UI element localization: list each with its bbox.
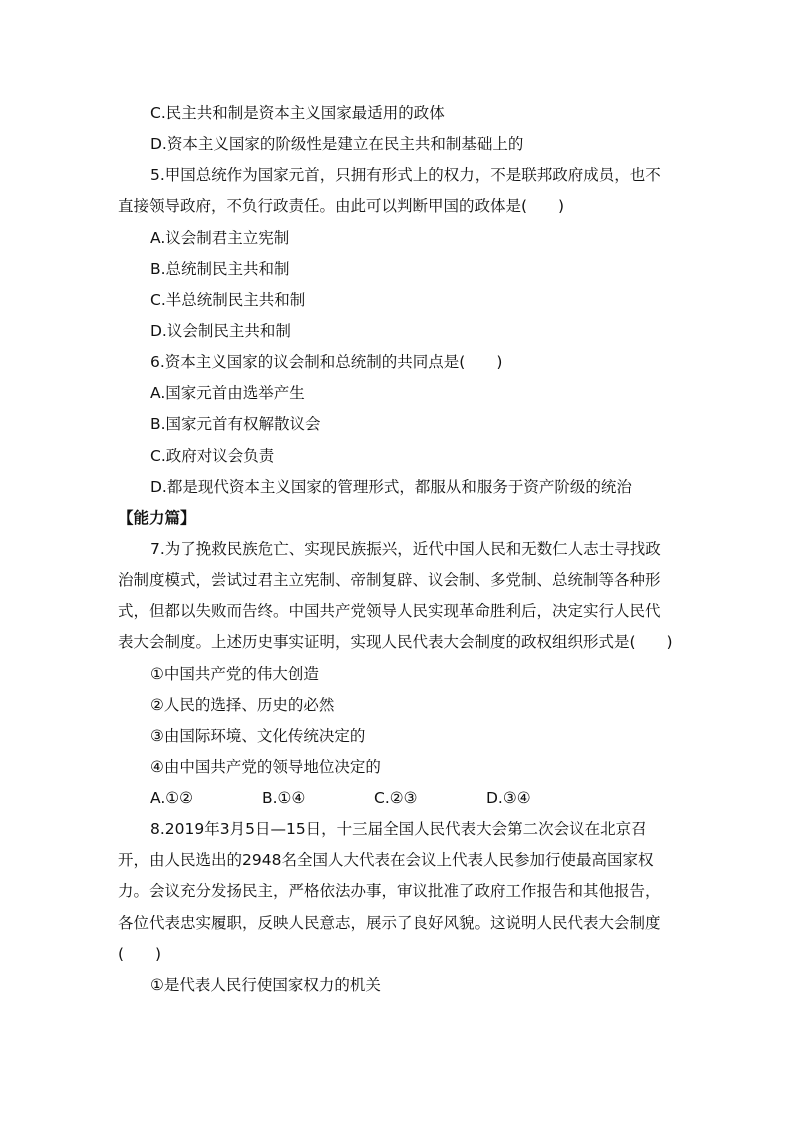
question-6: 6.资本主义国家的议会制和总统制的共同点是( ) — [150, 353, 503, 371]
question-6-option-c: C.政府对议会负责 — [150, 447, 275, 465]
question-7-option-c: C.②③ — [374, 789, 418, 807]
question-7-option-a: A.①② — [150, 789, 194, 807]
question-6-option-a: A.国家元首由选举产生 — [150, 384, 305, 402]
question-7-option-d: D.③④ — [486, 789, 531, 807]
question-7-option-b: B.①④ — [262, 789, 306, 807]
question-5-option-a: A.议会制君主立宪制 — [150, 229, 290, 247]
question-5-line-2: 直接领导政府，不负行政责任。由此可以判断甲国的政体是( ) — [118, 197, 565, 215]
section-heading: 【能力篇】 — [118, 509, 196, 527]
question-7-statement-4: ④由中国共产党的领导地位决定的 — [150, 758, 381, 776]
question-8-line-3: 力。会议充分发扬民主，严格依法办事，审议批准了政府工作报告和其他报告， — [118, 882, 661, 900]
question-7-line-3: 式，但都以失败而告终。中国共产党领导人民实现革命胜利后，决定实行人民代 — [118, 602, 661, 620]
question-6-option-d: D.都是现代资本主义国家的管理形式，都服从和服务于资产阶级的统治 — [150, 478, 632, 496]
question-7-statement-3: ③由国际环境、文化传统决定的 — [150, 727, 366, 745]
question-5-line-1: 5.甲国总统作为国家元首，只拥有形式上的权力，不是联邦政府成员，也不 — [150, 166, 661, 184]
question-5-option-d: D.议会制民主共和制 — [150, 322, 291, 340]
question-7-options — [150, 788, 610, 808]
question-7-statement-2: ②人民的选择、历史的必然 — [150, 696, 335, 714]
option-d-q4: D.资本主义国家的阶级性是建立在民主共和制基础上的 — [150, 135, 524, 153]
question-6-option-b: B.国家元首有权解散议会 — [150, 415, 321, 433]
question-7-line-4: 表大会制度。上述历史事实证明，实现人民代表大会制度的政权组织形式是( ) — [118, 633, 673, 651]
question-8-line-1: 8.2019年3月5日—15日，十三届全国人民代表大会第二次会议在北京召 — [150, 820, 647, 838]
question-8-line-2: 开，由人民选出的2948名全国人大代表在会议上代表人民参加行使最高国家权 — [118, 851, 654, 869]
question-8-line-4: 各位代表忠实履职，反映人民意志，展示了良好风貌。这说明人民代表大会制度 — [118, 914, 661, 932]
question-8-line-5: ( ) — [118, 945, 162, 963]
question-8-statement-1: ①是代表人民行使国家权力的机关 — [150, 976, 381, 994]
question-7-line-2: 治制度模式，尝试过君主立宪制、帝制复辟、议会制、多党制、总统制等各种形 — [118, 571, 661, 589]
option-c-q4: C.民主共和制是资本主义国家最适用的政体 — [150, 104, 445, 122]
question-7-line-1: 7.为了挽救民族危亡、实现民族振兴，近代中国人民和无数仁人志士寻找政 — [150, 540, 661, 558]
question-5-option-b: B.总统制民主共和制 — [150, 260, 290, 278]
question-5-option-c: C.半总统制民主共和制 — [150, 291, 306, 309]
question-7-statement-1: ①中国共产党的伟大创造 — [150, 665, 319, 683]
